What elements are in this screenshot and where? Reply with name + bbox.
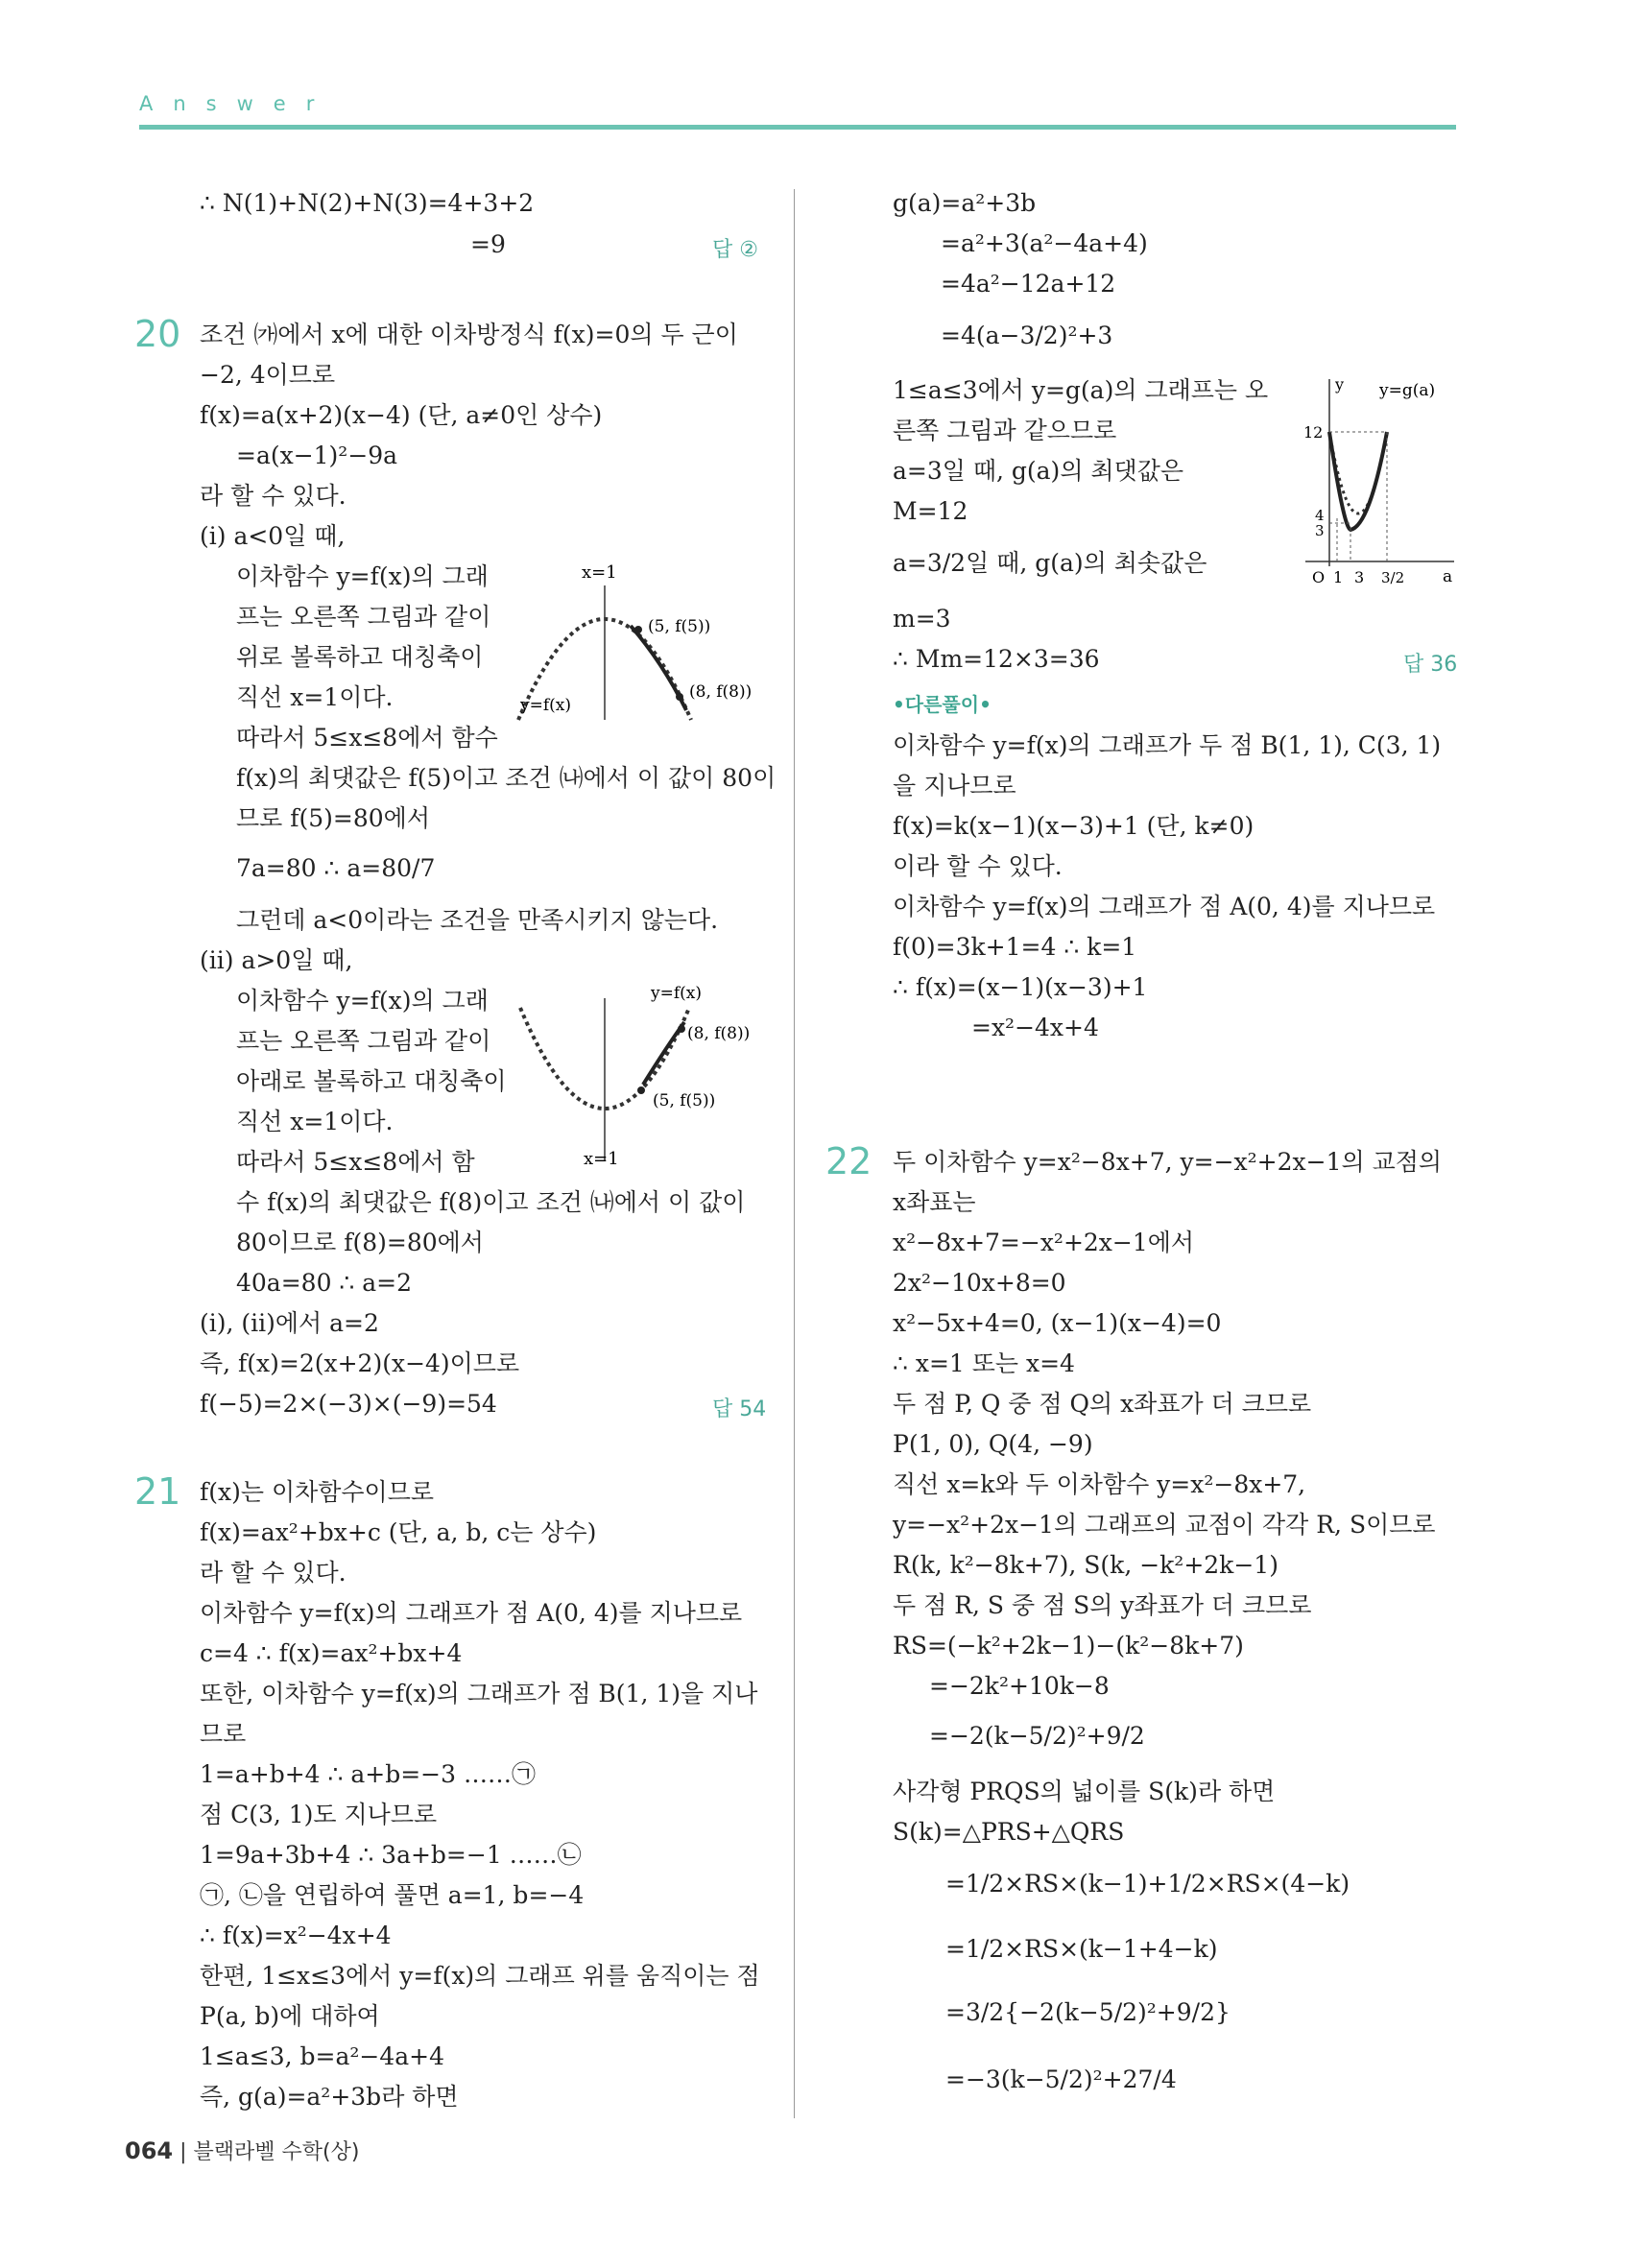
- text-line: 아래로 볼록하고 대칭축이: [236, 1067, 507, 1095]
- graph-concave-up: [509, 979, 777, 1171]
- text-line: =−2(k−5/2)²+9/2: [929, 1722, 1145, 1750]
- axis-label: x=1: [582, 562, 617, 583]
- point-label: (5, f(5)): [653, 1091, 716, 1110]
- text-line: P(1, 0), Q(4, −9): [893, 1430, 1093, 1458]
- text-line: 40a=80 ∴ a=2: [236, 1269, 413, 1297]
- text-line: (i), (ii)에서 a=2: [200, 1309, 379, 1337]
- text-line: 두 이차함수 y=x²−8x+7, y=−x²+2x−1의 교점의: [893, 1148, 1443, 1176]
- text-line: 라 할 수 있다.: [200, 1559, 347, 1587]
- text-line: M=12: [893, 497, 968, 525]
- curve-label: y=f(x): [520, 696, 571, 715]
- text-line: f(x)=k(x−1)(x−3)+1 (단, k≠0): [893, 812, 1255, 840]
- text-line: 7a=80 ∴ a=80/7: [236, 854, 436, 882]
- text-line: x²−8x+7=−x²+2x−1에서: [893, 1229, 1195, 1256]
- section-header: Answer: [139, 92, 335, 115]
- graph-concave-down: [509, 557, 758, 729]
- tick-label: 3: [1354, 568, 1365, 586]
- text-line: =−3(k−5/2)²+27/4: [945, 2065, 1177, 2093]
- text-line: 이차함수 y=f(x)의 그래프가 두 점 B(1, 1), C(3, 1): [893, 731, 1442, 759]
- tick-label: 3: [1315, 522, 1325, 539]
- problem-number: 21: [134, 1470, 181, 1513]
- text-line: 직선 x=1이다.: [236, 683, 394, 711]
- text-line: f(x)=a(x+2)(x−4) (단, a≠0인 상수): [200, 401, 603, 429]
- text-line: 라 할 수 있다.: [200, 482, 347, 510]
- text-line: 이차함수 y=f(x)의 그래: [236, 562, 489, 590]
- text-line: S(k)=△PRS+△QRS: [893, 1818, 1125, 1846]
- curve-label: y=g(a): [1379, 381, 1436, 400]
- text-line: 조건 ㈎에서 x에 대한 이차방정식 f(x)=0의 두 근이: [200, 321, 738, 348]
- axis-label: x=1: [584, 1149, 619, 1169]
- text-line: 두 점 P, Q 중 점 Q의 x좌표가 더 크므로: [893, 1390, 1312, 1418]
- text-line: P(a, b)에 대하여: [200, 2002, 380, 2030]
- text-line: =9: [470, 230, 506, 258]
- tick-label: 1: [1333, 568, 1344, 586]
- text-line: a=3/2일 때, g(a)의 최솟값은: [893, 549, 1207, 577]
- page-number: 064: [125, 2137, 174, 2164]
- header-rule: [139, 125, 1456, 130]
- text-line: ∴ Mm=12×3=36: [893, 645, 1100, 673]
- text-line: =x²−4x+4: [971, 1014, 1099, 1041]
- text-line: 1≤a≤3에서 y=g(a)의 그래프는 오: [893, 376, 1269, 404]
- text-line: 므로: [200, 1720, 247, 1748]
- text-line: =a²+3(a²−4a+4): [941, 229, 1148, 257]
- text-line: 80이므로 f(8)=80에서: [236, 1229, 484, 1256]
- footer-separator: |: [179, 2140, 194, 2164]
- text-line: 따라서 5≤x≤8에서 함: [236, 1148, 475, 1176]
- text-line: c=4 ∴ f(x)=ax²+bx+4: [200, 1639, 463, 1667]
- text-line: =1/2×RS×(k−1)+1/2×RS×(4−k): [945, 1870, 1350, 1898]
- problem-number: 22: [825, 1140, 872, 1182]
- text-line: 므로 f(5)=80에서: [236, 804, 430, 832]
- text-line: (ii) a>0일 때,: [200, 946, 353, 974]
- text-line: 두 점 R, S 중 점 S의 y좌표가 더 크므로: [893, 1591, 1312, 1619]
- column-divider: [794, 189, 795, 2118]
- text-line: 을 지나므로: [893, 772, 1016, 800]
- text-line: =a(x−1)²−9a: [236, 442, 398, 469]
- text-line: f(x)=ax²+bx+c (단, a, b, c는 상수): [200, 1518, 597, 1546]
- text-line: 른쪽 그림과 같으므로: [893, 417, 1117, 444]
- text-line: (i) a<0일 때,: [200, 522, 346, 550]
- text-line: =1/2×RS×(k−1+4−k): [945, 1935, 1218, 1963]
- point-label: (8, f(8)): [687, 1024, 751, 1043]
- tick-label: 4: [1315, 507, 1325, 524]
- text-line: 한편, 1≤x≤3에서 y=f(x)의 그래프 위를 움직이는 점: [200, 1962, 760, 1990]
- axis-label: a: [1443, 567, 1453, 586]
- text-line: f(x)의 최댓값은 f(5)이고 조건 ㈏에서 이 값이 80이: [236, 764, 777, 792]
- text-line: f(0)=3k+1=4 ∴ k=1: [893, 933, 1137, 961]
- text-line: 사각형 PRQS의 넓이를 S(k)라 하면: [893, 1778, 1276, 1805]
- text-line: m=3: [893, 605, 951, 633]
- text-line: 이라 할 수 있다.: [893, 852, 1063, 880]
- text-line: 점 C(3, 1)도 지나므로: [200, 1801, 438, 1828]
- text-line: =4(a−3/2)²+3: [941, 322, 1113, 349]
- origin-label: O: [1312, 568, 1326, 586]
- text-line: 이차함수 y=f(x)의 그래: [236, 987, 489, 1015]
- text-line: R(k, k²−8k+7), S(k, −k²+2k−1): [893, 1551, 1278, 1579]
- answer-label: 답 54: [712, 1397, 767, 1421]
- tick-label: 3/2: [1381, 569, 1405, 586]
- text-line: 1=9a+3b+4 ∴ 3a+b=−1 ……㉡: [200, 1841, 582, 1869]
- point-label: (5, f(5)): [648, 617, 711, 636]
- text-line: 이차함수 y=f(x)의 그래프가 점 A(0, 4)를 지나므로: [893, 893, 1436, 920]
- problem-number: 20: [134, 313, 181, 355]
- text-line: 즉, g(a)=a²+3b라 하면: [200, 2083, 459, 2111]
- text-line: 그런데 a<0이라는 조건을 만족시키지 않는다.: [236, 906, 719, 934]
- text-line: =−2k²+10k−8: [929, 1672, 1110, 1700]
- book-title: 블랙라벨 수학(상): [193, 2140, 360, 2164]
- text-line: 2x²−10x+8=0: [893, 1269, 1066, 1297]
- text-line: 직선 x=1이다.: [236, 1108, 394, 1135]
- text-line: 1≤a≤3, b=a²−4a+4: [200, 2042, 444, 2070]
- axis-label: y: [1335, 375, 1345, 394]
- text-line: g(a)=a²+3b: [893, 189, 1037, 217]
- text-line: f(−5)=2×(−3)×(−9)=54: [200, 1390, 497, 1418]
- text-line: ∴ N(1)+N(2)+N(3)=4+3+2: [200, 189, 535, 217]
- text-line: x²−5x+4=0, (x−1)(x−4)=0: [893, 1309, 1222, 1337]
- point-label: (8, f(8)): [689, 682, 753, 702]
- text-line: a=3일 때, g(a)의 최댓값은: [893, 457, 1184, 485]
- text-line: 즉, f(x)=2(x+2)(x−4)이므로: [200, 1349, 520, 1377]
- curve-label: y=f(x): [651, 984, 702, 1003]
- tick-label: 12: [1303, 423, 1324, 442]
- text-line: 1=a+b+4 ∴ a+b=−3 ……㉠: [200, 1760, 536, 1788]
- text-line: 따라서 5≤x≤8에서 함수: [236, 724, 498, 752]
- text-line: 또한, 이차함수 y=f(x)의 그래프가 점 B(1, 1)을 지나: [200, 1680, 758, 1707]
- text-line: ∴ f(x)=(x−1)(x−3)+1: [893, 973, 1148, 1001]
- text-line: x좌표는: [893, 1188, 976, 1216]
- text-line: ㉠, ㉡을 연립하여 풀면 a=1, b=−4: [200, 1881, 585, 1909]
- answer-label: 답 36: [1403, 653, 1458, 677]
- text-line: 프는 오른쪽 그림과 같이: [236, 603, 491, 631]
- text-line: 수 f(x)의 최댓값은 f(8)이고 조건 ㈏에서 이 값이: [236, 1188, 746, 1216]
- text-line: =4a²−12a+12: [941, 270, 1116, 298]
- text-line: 직선 x=k와 두 이차함수 y=x²−8x+7,: [893, 1470, 1306, 1498]
- footer: [125, 2136, 359, 2165]
- text-line: −2, 4이므로: [200, 361, 336, 389]
- graph-g-of-a: [1301, 374, 1464, 624]
- text-line: ∴ f(x)=x²−4x+4: [200, 1922, 392, 1949]
- answer-label: 답 ②: [712, 238, 758, 262]
- alt-solution-label: •다른풀이•: [893, 693, 992, 716]
- text-line: ∴ x=1 또는 x=4: [893, 1349, 1075, 1377]
- text-line: =3/2{−2(k−5/2)²+9/2}: [945, 1998, 1231, 2026]
- text-line: f(x)는 이차함수이므로: [200, 1478, 435, 1506]
- text-line: RS=(−k²+2k−1)−(k²−8k+7): [893, 1632, 1244, 1659]
- text-line: 위로 볼록하고 대칭축이: [236, 643, 484, 671]
- text-line: 프는 오른쪽 그림과 같이: [236, 1027, 491, 1055]
- text-line: y=−x²+2x−1의 그래프의 교점이 각각 R, S이므로: [893, 1511, 1436, 1539]
- text-line: 이차함수 y=f(x)의 그래프가 점 A(0, 4)를 지나므로: [200, 1599, 743, 1627]
